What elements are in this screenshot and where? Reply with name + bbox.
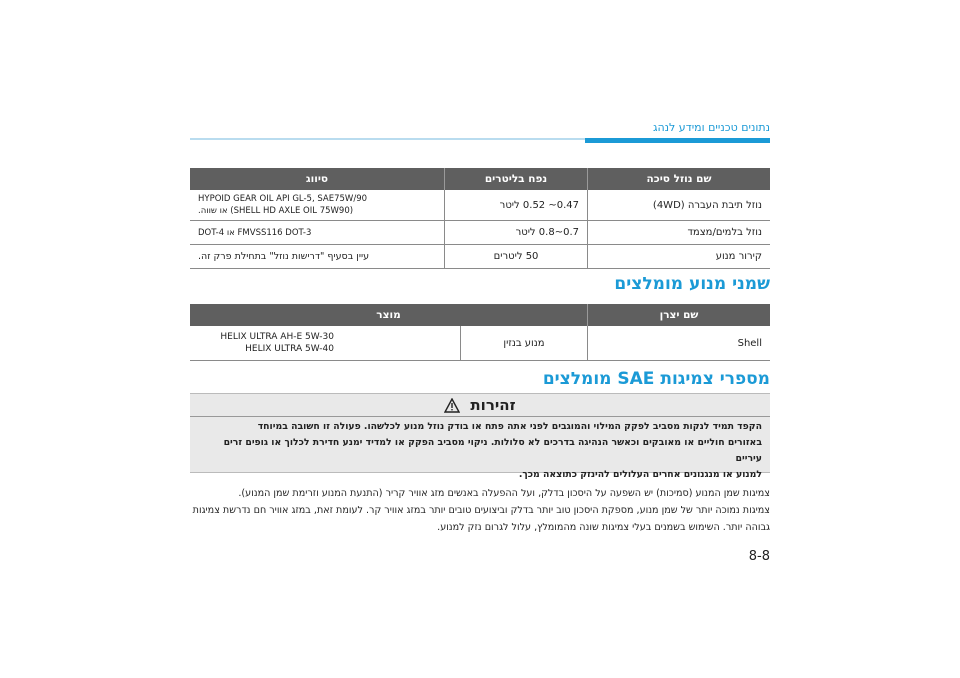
class-line: (SHELL HD AXLE OIL 75W90) או שווה. (198, 206, 354, 216)
class-line: FMVSS116 DOT-3 או DOT-4 (198, 227, 312, 238)
col-volume: נפח בליטרים (445, 168, 588, 190)
paragraph-line: צמיגות שמן המנוע (סמיכות) יש השפעה על היסכון בדלק, ועל ההפעלה באנשים מזג אוויר קריר (התנעת המנוע וזרימת שמן המנוע). (238, 488, 770, 499)
class-line: HYPOID GEAR OIL API GL-5, SAE75W/90 (198, 194, 368, 204)
lubricant-name: נוזל בלמים/מצמד (588, 221, 771, 245)
table-row (190, 326, 770, 361)
caution-line: באזורים חוליים או מאובקים וכאשר הנהיגה בדרכים לא סלולות. ניקוי מסביב הפקק או למדיד ימנע חדירת לכלוך או גופים זרים עיריים (223, 437, 762, 464)
chapter-title: נתונים טכניים ומידע לנהג (652, 121, 770, 134)
page-number: 8-8 (748, 549, 770, 564)
lubricant-name: נוזל תיבת העברה (4WD) (588, 190, 771, 221)
table-row (190, 245, 770, 269)
lubricant-class (190, 245, 445, 269)
paragraph-line: גבוהה יותר. השימוש בשמנים בעלי צמיגות שונה מהמומלץ, עלול לגרום נזק למנוע. (437, 522, 770, 533)
oil-product-line: HELIX ULTRA AH-E 5W-30 (220, 332, 334, 342)
caution-line: למנוע או מנגנונים אחרים העלולים להינזק כתוצאה מכך. (518, 469, 762, 480)
class-line: עיין בסעיף "דרישות נוזל" בתחילת פרק זה. (198, 251, 370, 262)
lubricant-volume: 50 ליטרים (445, 245, 588, 269)
caution-text (190, 417, 770, 483)
table-row (190, 221, 770, 245)
warning-triangle-icon (444, 398, 460, 413)
lubricant-name: קירור מנוע (588, 245, 771, 269)
caution-title: זהירות (470, 396, 516, 414)
lubricant-class (190, 190, 445, 221)
lubricant-volume: 0.7~0.8 ליטר (445, 221, 588, 245)
oil-maker: Shell (588, 326, 771, 361)
viscosity-paragraph (190, 485, 770, 536)
col-maker: שם יצרן (588, 304, 771, 326)
table-row (190, 190, 770, 221)
section-title-sae-viscosity: מספרי צמיגות SAE מומלצים (542, 369, 770, 389)
header-divider-accent (585, 138, 770, 143)
lubricant-table (190, 168, 770, 269)
paragraph-line: צמיגות נמוכה יותר של שמן מנוע, מספקת היסכון טוב יותר בדלק וביצועים טובים יותר במזג אוויר קר. לעומת זאת, במזג אוויר חם נדרשת צמיגות (192, 505, 770, 516)
lubricant-class (190, 221, 445, 245)
oil-products (190, 326, 461, 361)
section-title-engine-oils: שמני מנוע מומלצים (614, 274, 770, 294)
engine-oil-table (190, 304, 770, 361)
caution-line: הקפד תמיד לנקות מסביב לפקק המילוי והמוגבים לפני אתה פתח או בודק נוזל מנוע לכלשהו. פעולה זו חשובה במיוחד (257, 421, 762, 432)
oil-engine-type: מנוע בנזין (461, 326, 588, 361)
col-classification: סיווג (190, 168, 445, 190)
oil-product-line: HELIX ULTRA 5W-40 (245, 344, 334, 354)
col-product: מוצר (190, 304, 588, 326)
caution-header (190, 394, 770, 417)
lubricant-volume: 0.47~ 0.52 ליטר (445, 190, 588, 221)
caution-box (190, 393, 770, 480)
col-lubricant-name: שם נוזל סיכה (588, 168, 771, 190)
